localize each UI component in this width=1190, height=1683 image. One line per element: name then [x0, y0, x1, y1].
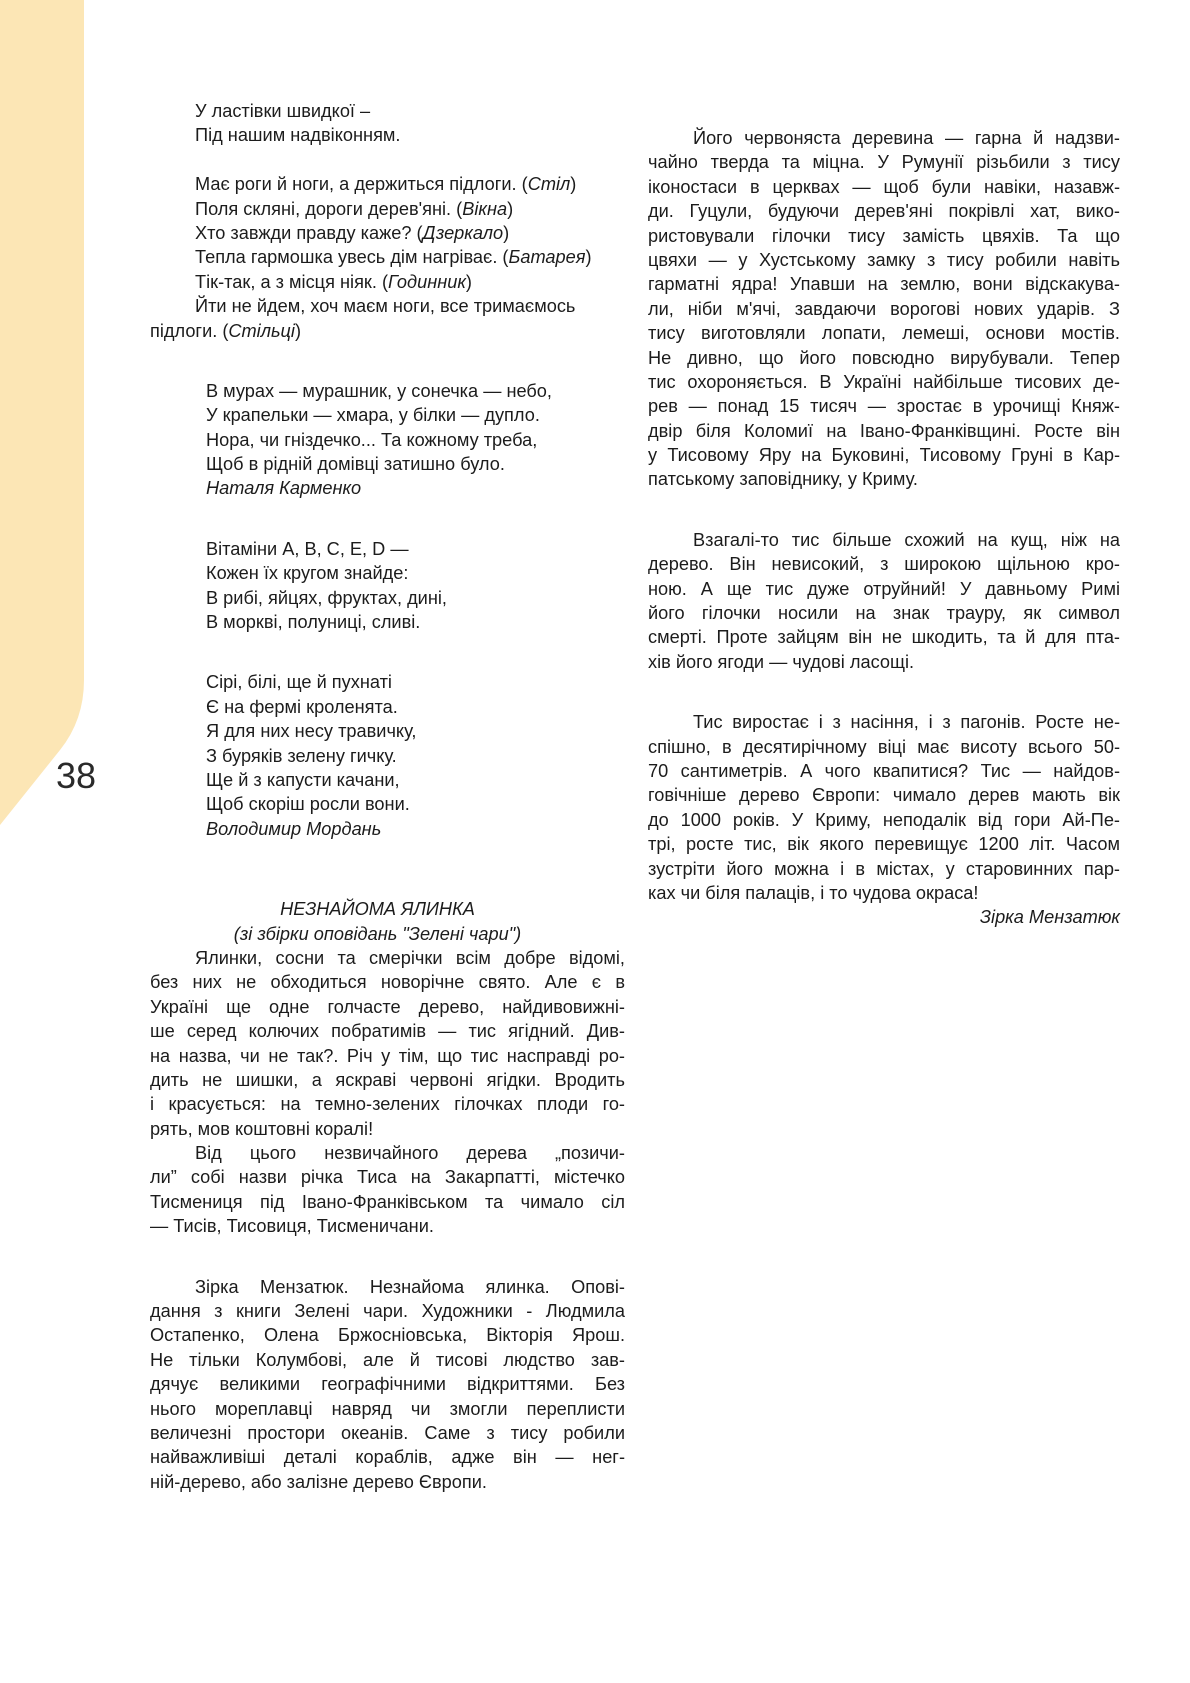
text-line: смерті. Проте зайцям він не шкодить, та й для пта-	[648, 627, 1120, 648]
poem-author: Володимир Мордань	[206, 818, 382, 839]
page-number: 38	[56, 755, 97, 796]
riddle-line: підлоги. (Стільці)	[150, 320, 302, 341]
story-paragraph	[150, 1141, 625, 1239]
text-line: тис охороняється. В Україні найбільше тисових де-	[648, 371, 1120, 392]
left-column	[150, 99, 625, 1494]
poem-line: Вітаміни A, B, C, E, D —	[206, 538, 409, 559]
riddle-answer: Батарея	[508, 247, 586, 268]
riddle-answer: Стіл	[527, 174, 571, 195]
poem-line: Щоб скоріш росли вони.	[206, 794, 410, 815]
text-line: Не дивно, що його повсюдно вирубували. Тепер	[648, 347, 1120, 368]
text-line: Тис виростає і з насіння, і з пагонів. Росте не-	[693, 712, 1120, 733]
poem-vitamins	[150, 537, 625, 635]
text-line: гарматні ядра! Упавши на землю, вони відскакува-	[648, 274, 1120, 295]
text-line: тису виготовляли лопати, лемеші, основи мостів.	[648, 323, 1120, 344]
text-line: нього мореплавці навряд чи змогли переплисти	[150, 1398, 625, 1419]
text-line: говічніше дерево Європи: чимало дерев мають вік	[648, 785, 1120, 806]
article-paragraph	[648, 528, 1120, 674]
right-column	[648, 126, 1120, 930]
text-line: 70 сантиметрів. А чого квапитися? Тис — найдов-	[648, 760, 1120, 781]
riddle-answer: Годинник	[388, 271, 466, 292]
text-line: ше серед колючих побратимів — тис ягідний. Див-	[150, 1021, 625, 1042]
poem-murashnyk	[150, 379, 625, 501]
text-line: Тисмениця під Івано-Франківськом та чимало сіл	[150, 1191, 625, 1212]
text-line: Його червоняста деревина — гарна й надзви-	[693, 128, 1120, 148]
riddle-line: Йти не йдем, хоч маєм ноги, все тримаємось	[195, 296, 576, 317]
text-line: ли, ніби м'ячі, завдаючи ворогові нових ударів. З	[648, 298, 1120, 319]
riddle: Поля скляні, дороги дерев'яні. (Вікна)	[195, 198, 514, 219]
text-line: Не тільки Колумбові, але й тисові людство зав-	[150, 1349, 625, 1370]
text-line: у Тисовому Яру на Буковині, Тисовому Груні в Кар-	[648, 445, 1120, 466]
riddles	[150, 172, 625, 343]
text-line: і красується: на темно-зелених гілочках плоди го-	[150, 1094, 625, 1115]
text-line: дерево. Він невисокий, з широкою щільною кро-	[648, 554, 1120, 575]
text-line: найважливіші деталі кораблів, адже він — нег-	[150, 1447, 625, 1468]
text-line: спішно, в десятирічному віці має висоту всього 50-	[648, 736, 1120, 757]
poem-line: Я для них несу травичку,	[206, 721, 417, 742]
text-line: дить не шишки, а яскраві червоні ягідки. Вродить	[150, 1069, 625, 1090]
text-line: Ялинки, сосни та смерічки всім добре відомі,	[195, 947, 625, 968]
text-line: ках чи біля палаців, і то чудова окраса!	[648, 882, 979, 903]
riddle-answer: Вікна	[462, 198, 508, 219]
text-line: Остапенко, Олена Бржосніовська, Вікторія Ярош.	[150, 1325, 625, 1346]
text-line: хів його ягоди — чудові ласощі.	[648, 651, 915, 672]
riddle: Хто завжди правду каже? (Дзеркало)	[195, 222, 510, 243]
text-line: дячує великими географічними відкриттями. Без	[150, 1374, 625, 1395]
text-line: чайно тверда та міцна. У Румунії різьбили з тису	[648, 152, 1120, 173]
article-paragraph	[648, 710, 1120, 905]
text-line: дання з книги Зелені чари. Художники - Людмила	[150, 1301, 625, 1322]
text-line: рев — понад 15 тисяч — зростає в урочищі Княж-	[648, 396, 1120, 417]
article-paragraph	[648, 126, 1120, 492]
page-tab-decoration	[0, 0, 90, 830]
riddle-answer: Стільці	[228, 320, 295, 341]
poem-line: Ще й з капусти качани,	[206, 769, 400, 790]
text-line: У ластівки швидкої –	[195, 101, 371, 121]
poem-line: В моркві, полуниці, сливі.	[206, 612, 421, 633]
text-line: Під нашим надвіконням.	[195, 125, 401, 146]
poem-line: В мурах — мурашник, у сонечка — небо,	[206, 380, 552, 401]
text-line: рять, мов коштовні коралі!	[150, 1118, 374, 1139]
poem-line: Нора, чи гніздечко... Та кожному треба,	[206, 429, 538, 450]
poem-line: Щоб в рідній домівці затишно було.	[206, 454, 505, 475]
text-line: патському заповіднику, у Криму.	[648, 469, 918, 490]
text-line: ною. А ще тис дуже отруйний! У давньому Римі	[648, 578, 1120, 599]
poem-rabbits	[150, 670, 625, 841]
riddle: Має роги й ноги, а держиться підлоги. (Стіл)	[195, 174, 577, 195]
text-line: іконостаси в церквах — щоб були навіки, назавж-	[648, 176, 1120, 197]
poem-line: Є на фермі кроленята.	[206, 696, 398, 717]
text-line: — Тисів, Тисовиця, Тисменичани.	[150, 1216, 434, 1237]
text-line: ли” собі назви річка Тиса на Закарпатті, містечко	[150, 1167, 625, 1188]
text-line: без них не обходиться новорічне свято. Але є в	[150, 972, 625, 993]
poem-line: У крапельки — хмара, у білки — дупло.	[206, 405, 540, 426]
text-line: трі, росте тис, вік якого перевищує 1200 літ. Часом	[648, 834, 1120, 855]
poem-line: Сірі, білі, ще й пухнаті	[206, 672, 392, 693]
story-subtitle: (зі збірки оповідань "Зелені чари")	[233, 923, 522, 944]
poem-author: Наталя Карменко	[206, 478, 362, 499]
poem-line: В рибі, яйцях, фруктах, дині,	[206, 587, 447, 608]
text-line: ній-дерево, або залізне дерево Європи.	[150, 1471, 487, 1492]
text-line: на назва, чи не так?. Річ у тім, що тис насправді ро-	[150, 1045, 625, 1066]
riddle-intro	[150, 99, 625, 148]
story-title: НЕЗНАЙОМА ЯЛИНКА	[280, 899, 475, 920]
text-line: ристовували гілочки тису замість цвяхів. Та що	[648, 225, 1120, 246]
text-line: його гілочки носили на знак трауру, як символ	[648, 603, 1120, 624]
text-line: Від цього незвичайного дерева „позичи-	[195, 1143, 625, 1164]
text-line: до 1000 років. У Криму, неподалік від гори Ай-Пе-	[648, 809, 1120, 830]
riddle: Тепла гармошка увесь дім нагріває. (Батарея)	[195, 247, 592, 268]
text-line: Зірка Мензатюк. Незнайома ялинка. Опові-	[195, 1276, 625, 1297]
poem-line: З буряків зелену гичку.	[206, 745, 397, 766]
text-line: зустріти його можна і в містах, у старовинних пар-	[648, 858, 1120, 879]
story-paragraph	[150, 946, 625, 1141]
riddle: Тік-так, а з місця ніяк. (Годинник)	[195, 271, 472, 292]
article-author: Зірка Мензатюк	[979, 907, 1120, 928]
riddle-answer: Дзеркало	[422, 222, 504, 243]
poem-line: Кожен їх кругом знайде:	[206, 563, 409, 584]
story-paragraph	[150, 1275, 625, 1495]
text-line: ди. Гуцули, будуючи дерев'яні покрівлі хат, вико-	[648, 201, 1120, 222]
text-line: Україні ще одне голчасте дерево, найдивовижні-	[150, 996, 625, 1017]
text-line: цвяхи — у Хустському замку з тису робили навіть	[648, 249, 1120, 270]
text-line: Взагалі-то тис більше схожий на кущ, ніж на	[693, 529, 1120, 550]
text-line: величезні простори океанів. Саме з тису робили	[150, 1422, 625, 1443]
text-line: двір біля Коломиї на Івано-Франківщині. Росте він	[648, 420, 1120, 441]
